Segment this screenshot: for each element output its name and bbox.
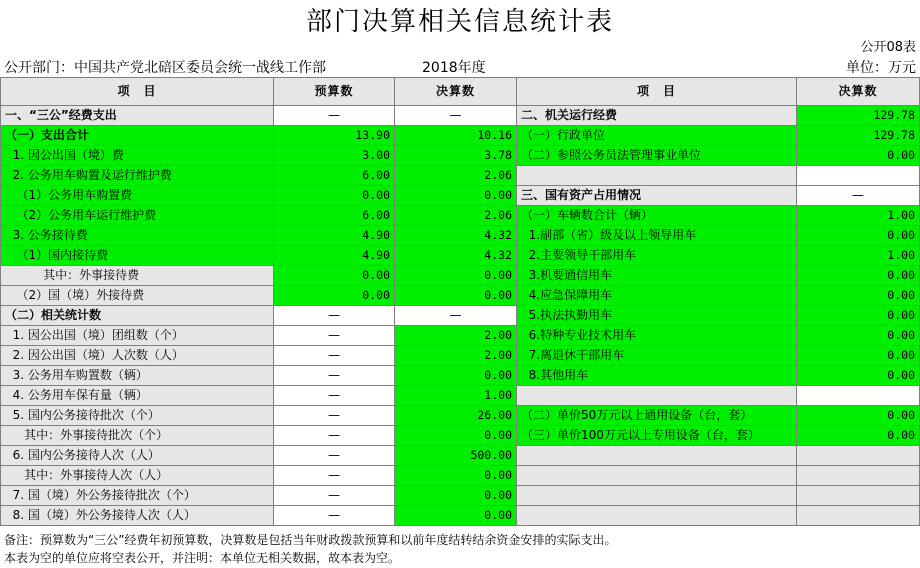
budget-cell: — — [274, 486, 395, 506]
unit-label: 单位：万元 — [846, 60, 916, 76]
left-item-cell: 2. 因公出国（境）人次数（人） — [1, 346, 274, 366]
budget-cell: 0.00 — [274, 186, 395, 206]
right-final-cell — [797, 386, 920, 406]
budget-cell: 4.90 — [274, 246, 395, 266]
table-row — [1, 386, 920, 406]
left-item-cell: 8. 国（境）外公务接待人次（人） — [1, 506, 274, 526]
left-item-cell: 4. 公务用车保有量（辆） — [1, 386, 274, 406]
table-row — [1, 406, 920, 426]
right-final-cell: 0.00 — [797, 146, 920, 166]
right-final-cell — [797, 506, 920, 526]
right-final-cell: 0.00 — [797, 306, 920, 326]
table-number: 公开08表 — [860, 40, 916, 55]
right-final-cell — [797, 166, 920, 186]
budget-cell: 6.00 — [274, 166, 395, 186]
budget-cell: 0.00 — [274, 266, 395, 286]
right-item-cell: 5.执法执勤用车 — [517, 306, 797, 326]
right-final-cell: 0.00 — [797, 286, 920, 306]
right-item-cell: （一）车辆数合计（辆） — [517, 206, 797, 226]
table-row — [1, 266, 920, 286]
right-item-cell — [517, 486, 797, 506]
table-row — [1, 226, 920, 246]
right-item-cell: 3.机要通信用车 — [517, 266, 797, 286]
left-item-cell: 其中：外事接待费 — [1, 266, 274, 286]
budget-cell: — — [274, 466, 395, 486]
left-item-cell: 5. 国内公务接待批次（个） — [1, 406, 274, 426]
table-row — [1, 366, 920, 386]
right-final-cell: 129.78 — [797, 126, 920, 146]
table-row — [1, 346, 920, 366]
final-cell: 2.06 — [395, 206, 517, 226]
left-item-cell: （二）相关统计数 — [1, 306, 274, 326]
left-item-cell: （2）公务用车运行维护费 — [1, 206, 274, 226]
right-final-cell: 0.00 — [797, 346, 920, 366]
notes — [4, 531, 616, 567]
budget-cell: 4.90 — [274, 226, 395, 246]
department-label: 公开部门：中国共产党北碚区委员会统一战线工作部 — [4, 60, 326, 76]
budget-cell: — — [274, 386, 395, 406]
right-final-cell — [797, 486, 920, 506]
budget-cell: 13.90 — [274, 126, 395, 146]
final-cell: 4.32 — [395, 246, 517, 266]
left-item-cell: 2. 公务用车购置及运行维护费 — [1, 166, 274, 186]
final-cell: 500.00 — [395, 446, 517, 466]
final-cell: 2.06 — [395, 166, 517, 186]
header-budget: 预算数 — [274, 78, 395, 106]
note-line: 本表为空的单位应将空表公开，并注明：本单位无相关数据，故本表为空。 — [4, 551, 401, 565]
right-item-cell: 2.主要领导干部用车 — [517, 246, 797, 266]
right-item-cell — [517, 466, 797, 486]
header-item: 项 目 — [1, 78, 274, 106]
table-row — [1, 446, 920, 466]
table-row — [1, 126, 920, 146]
right-final-cell: 0.00 — [797, 426, 920, 446]
right-final-cell — [797, 446, 920, 466]
budget-cell: — — [274, 506, 395, 526]
right-final-cell: 0.00 — [797, 366, 920, 386]
right-final-cell: 0.00 — [797, 226, 920, 246]
final-cell: — — [395, 306, 517, 326]
budget-cell: — — [274, 406, 395, 426]
statistics-table — [0, 77, 920, 526]
table-row — [1, 506, 920, 526]
left-item-cell: 6. 国内公务接待人次（人） — [1, 446, 274, 466]
final-cell: 10.16 — [395, 126, 517, 146]
right-item-cell: （三）单价100万元以上专用设备（台，套） — [517, 426, 797, 446]
year-label: 2018年度 — [422, 60, 486, 76]
right-item-cell: （一）行政单位 — [517, 126, 797, 146]
table-row — [1, 146, 920, 166]
right-item-cell: 6.特种专业技术用车 — [517, 326, 797, 346]
right-item-cell: （二）参照公务员法管理事业单位 — [517, 146, 797, 166]
left-item-cell: 1. 因公出国（境）团组数（个） — [1, 326, 274, 346]
budget-cell: — — [274, 306, 395, 326]
final-cell: 3.78 — [395, 146, 517, 166]
table-row — [1, 106, 920, 126]
right-final-cell: — — [797, 186, 920, 206]
right-final-cell: 0.00 — [797, 406, 920, 426]
right-final-cell: 1.00 — [797, 246, 920, 266]
table-row — [1, 306, 920, 326]
right-item-cell: 4.应急保障用车 — [517, 286, 797, 306]
header-item-right: 项 目 — [517, 78, 797, 106]
final-cell: 26.00 — [395, 406, 517, 426]
table-row — [1, 206, 920, 226]
left-item-cell: （1）国内接待费 — [1, 246, 274, 266]
final-cell: 0.00 — [395, 466, 517, 486]
right-final-cell: 0.00 — [797, 266, 920, 286]
right-final-cell: 129.78 — [797, 106, 920, 126]
budget-cell: 0.00 — [274, 286, 395, 306]
left-item-cell: （1）公务用车购置费 — [1, 186, 274, 206]
budget-cell: 6.00 — [274, 206, 395, 226]
final-cell: 4.32 — [395, 226, 517, 246]
meta-row — [0, 58, 920, 78]
right-final-cell: 0.00 — [797, 326, 920, 346]
page-title: 部门决算相关信息统计表 — [305, 7, 614, 37]
final-cell: 2.00 — [395, 346, 517, 366]
right-item-cell — [517, 386, 797, 406]
right-item-cell: 1.副部（省）级及以上领导用车 — [517, 226, 797, 246]
left-item-cell: 3. 公务接待费 — [1, 226, 274, 246]
right-item-cell: 8.其他用车 — [517, 366, 797, 386]
left-item-cell: 其中：外事接待人次（人） — [1, 466, 274, 486]
table-row — [1, 286, 920, 306]
right-item-cell: 7.离退休干部用车 — [517, 346, 797, 366]
note-line: 备注：预算数为“三公”经费年初预算数，决算数是包括当年财政拨款预算和以前年度结转结余资金安排的实际支出。 — [4, 533, 617, 547]
budget-cell: — — [274, 446, 395, 466]
budget-cell: 3.00 — [274, 146, 395, 166]
table-row — [1, 246, 920, 266]
left-item-cell: 其中：外事接待批次（个） — [1, 426, 274, 446]
final-cell: 1.00 — [395, 386, 517, 406]
right-item-cell — [517, 446, 797, 466]
final-cell: 0.00 — [395, 486, 517, 506]
left-item-cell: 一、“三公”经费支出 — [1, 106, 274, 126]
left-item-cell: （一）支出合计 — [1, 126, 274, 146]
budget-cell: — — [274, 106, 395, 126]
table-header-row — [1, 78, 920, 106]
final-cell: 0.00 — [395, 286, 517, 306]
final-cell: — — [395, 106, 517, 126]
budget-cell: — — [274, 366, 395, 386]
right-final-cell: 1.00 — [797, 206, 920, 226]
budget-cell: — — [274, 326, 395, 346]
table-row — [1, 326, 920, 346]
left-item-cell: 1. 因公出国（境）费 — [1, 146, 274, 166]
right-item-cell — [517, 506, 797, 526]
final-cell: 0.00 — [395, 266, 517, 286]
final-cell: 2.00 — [395, 326, 517, 346]
final-cell: 0.00 — [395, 506, 517, 526]
final-cell: 0.00 — [395, 426, 517, 446]
table-row — [1, 486, 920, 506]
left-item-cell: （2）国（境）外接待费 — [1, 286, 274, 306]
left-item-cell: 3. 公务用车购置数（辆） — [1, 366, 274, 386]
left-item-cell: 7. 国（境）外公务接待批次（个） — [1, 486, 274, 506]
table-row — [1, 186, 920, 206]
final-cell: 0.00 — [395, 366, 517, 386]
right-item-cell: （二）单价50万元以上通用设备（台，套） — [517, 406, 797, 426]
right-item-cell: 三、国有资产占用情况 — [517, 186, 797, 206]
final-cell: 0.00 — [395, 186, 517, 206]
header-final: 决算数 — [395, 78, 517, 106]
right-item-cell: 二、机关运行经费 — [517, 106, 797, 126]
budget-cell: — — [274, 426, 395, 446]
right-item-cell — [517, 166, 797, 186]
header-final-right: 决算数 — [797, 78, 920, 106]
budget-cell: — — [274, 346, 395, 366]
table-row — [1, 466, 920, 486]
right-final-cell — [797, 466, 920, 486]
table-row — [1, 166, 920, 186]
table-row — [1, 426, 920, 446]
